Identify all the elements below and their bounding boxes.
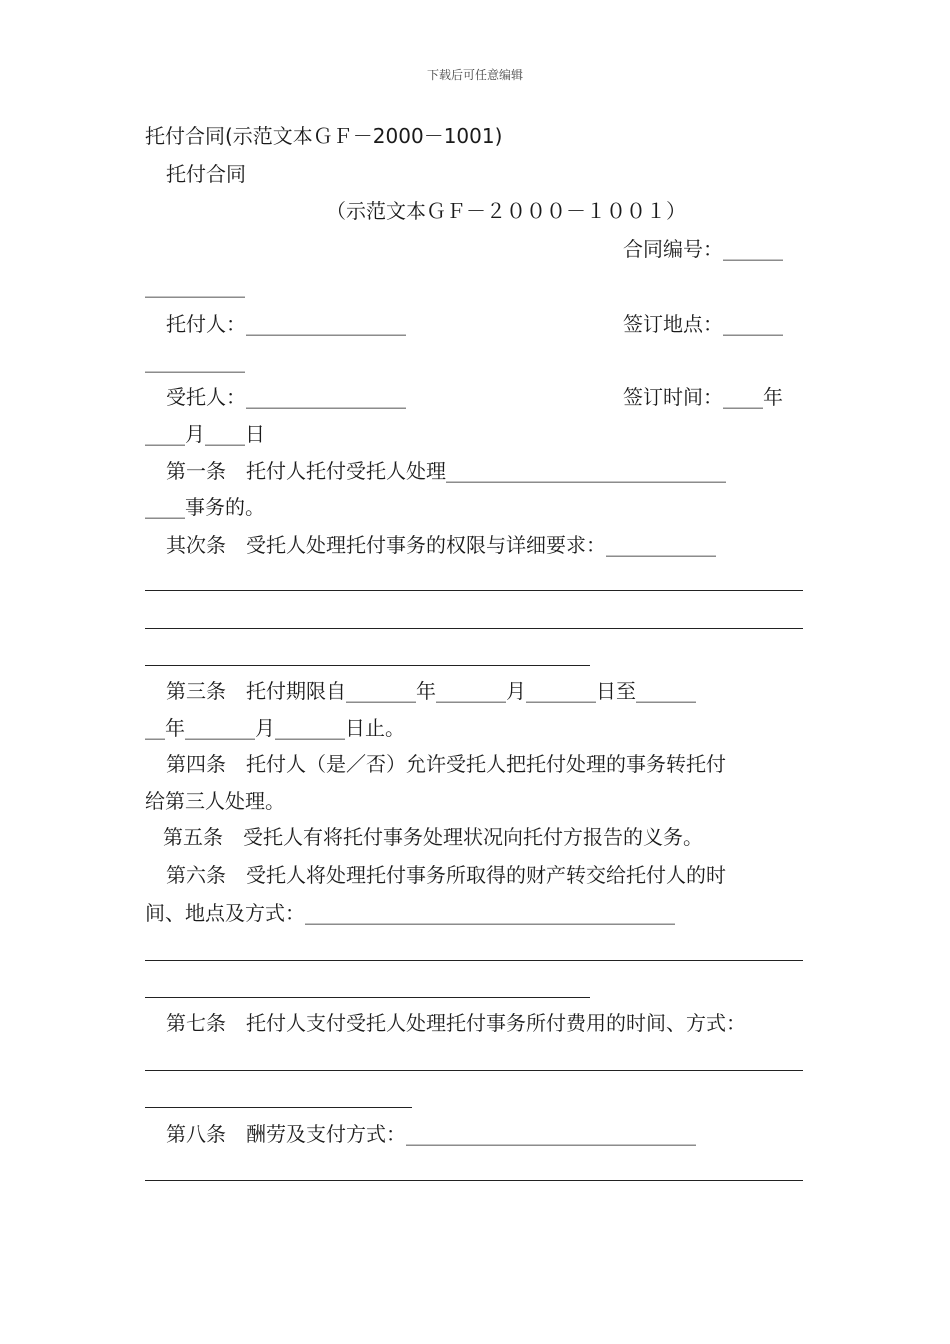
- fill-line: [145, 665, 590, 666]
- fill-line: [145, 1180, 803, 1181]
- sign-time-cont: ____月____日: [145, 422, 265, 446]
- doc-title-full: 托付合同(示范文本ＧＦ－2000－1001): [145, 124, 503, 148]
- article-7: 第七条 托付人支付受托人处理托付事务所付费用的时间、方式：: [166, 1011, 746, 1035]
- article-3: 第三条 托付期限自_______年_______月_______日至______: [166, 679, 696, 703]
- doc-subtitle: （示范文本ＧＦ－２０００－１００１）: [326, 199, 686, 223]
- article-4: 第四条 托付人（是／否）允许受托人把托付处理的事务转托付: [166, 752, 726, 776]
- sign-place-field: 签订地点：______: [623, 312, 783, 336]
- article-2: 其次条 受托人处理托付事务的权限与详细要求：___________: [166, 533, 716, 557]
- sign-time-field: 签订时间：____年: [623, 385, 783, 409]
- article-1: 第一条 托付人托付受托人处理____________________________: [166, 459, 726, 483]
- fill-line: [145, 628, 803, 629]
- article-4-cont: 给第三人处理。: [145, 789, 285, 813]
- doc-title: 托付合同: [166, 162, 246, 186]
- fill-line: [145, 997, 590, 998]
- sign-place-cont: __________: [145, 349, 245, 373]
- fill-line: [145, 960, 803, 961]
- article-6-cont: 间、地点及方式：_____________________________________: [145, 901, 675, 925]
- contract-number-cont: __________: [145, 274, 245, 298]
- fill-line: [145, 1070, 803, 1071]
- page-header: 下载后可任意编辑: [426, 68, 523, 82]
- contract-number: 合同编号：______: [623, 237, 783, 261]
- article-5: 第五条 受托人有将托付事务处理状况向托付方报告的义务。: [163, 825, 703, 849]
- article-6: 第六条 受托人将处理托付事务所取得的财产转交给托付人的时: [166, 863, 726, 887]
- article-3-cont: __年_______月_______日止。: [145, 716, 405, 740]
- agent-field: 受托人：________________: [166, 385, 406, 409]
- fill-line: [145, 1107, 412, 1108]
- fill-line: [145, 590, 803, 591]
- article-1-cont: ____事务的。: [145, 495, 265, 519]
- article-8: 第八条 酬劳及支付方式：_____________________________: [166, 1122, 696, 1146]
- client-field: 托付人：________________: [166, 312, 406, 336]
